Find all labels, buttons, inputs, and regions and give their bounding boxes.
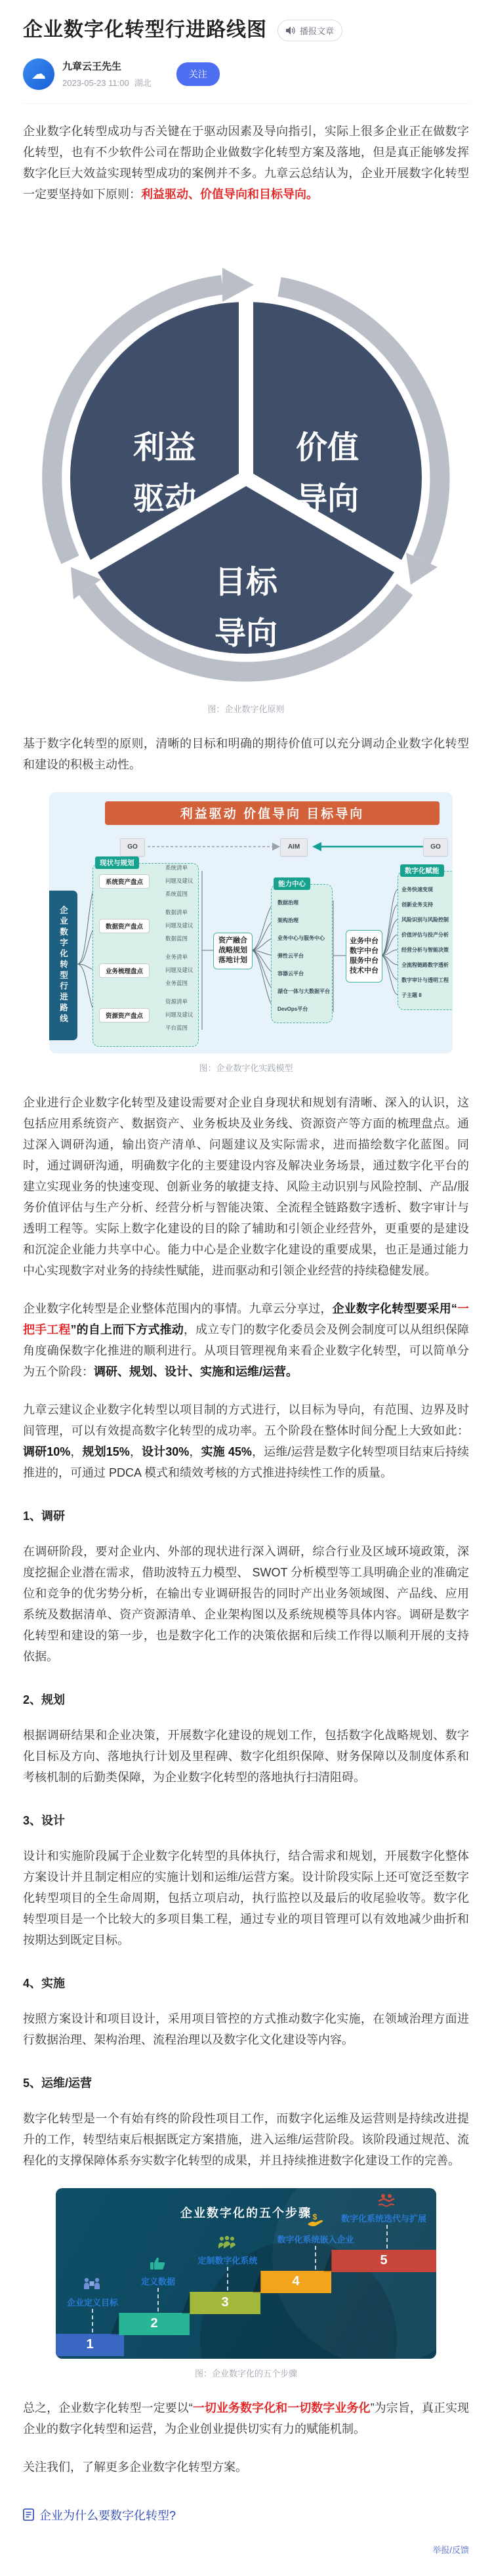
step-5: 5 bbox=[331, 2250, 436, 2272]
divider bbox=[23, 103, 469, 104]
section-body-planning: 根据调研结果和企业决策，开展数字化建设的规划工作，包括数字化战略规划、数字化目标及方向、落地执行计划及里程碑、数字化组织保障、财务保障以及制度体系和考核机制的后勤类保障，为企业数字化转型的落地执行扫清阻碍。 bbox=[23, 1728, 469, 1784]
hub-strategy: 资产融合 战略规划 落地计划 bbox=[213, 933, 253, 969]
section-heading-research: 1、调研 bbox=[23, 1509, 66, 1523]
leaf: 业务清单 bbox=[165, 953, 188, 960]
capability-item: 架构治理 bbox=[277, 917, 298, 923]
group-enablement-label: 数字化赋能 bbox=[400, 864, 444, 877]
sector-goal-line2: 导向 bbox=[214, 616, 278, 651]
section-body-design: 设计和实施阶段属于企业数字化转型的具体执行，结合需求和规划，开展数字化整体方案设计并且制定相应的实施计划和运维/运营方案。设计阶段实际上还可宽泛至数字化转型项目的全生命周期，包括立项启动，执行监控以及最后的收尾验收等。数字化转型项目是一个比较大的多项目集工程，通过专业的项目管理可以有效地减少曲折和按期达到既定目标。 bbox=[23, 1849, 469, 1947]
section-heading-planning: 2、规划 bbox=[23, 1693, 66, 1706]
figure-five-steps bbox=[56, 2188, 436, 2359]
top-leader-highlight: 一把手工程 bbox=[23, 1301, 470, 1336]
step-5-label: 数字化系统迭代与扩展 bbox=[340, 2213, 427, 2224]
section-heading-implementation: 4、实施 bbox=[23, 1976, 66, 1990]
leader-line bbox=[315, 2246, 316, 2270]
capability-item: 弹性云平台 bbox=[277, 952, 304, 959]
related-article-link[interactable] bbox=[23, 2506, 469, 2523]
section-body-operation: 数字化转型是一个有始有终的阶段性项目工作，而数字化运维及运营则是持续改进提升的工作，转型结束后根据既定方案措施，进入运维/运营阶段。该阶段通过规范、流程化的支撑保障体系夯实数字化转型的成果，并且持续推进数字化建设工作的完善。 bbox=[23, 2111, 469, 2167]
figure-digital-principles bbox=[36, 222, 456, 694]
author-row bbox=[23, 58, 469, 90]
team-icon bbox=[218, 2234, 236, 2250]
step-4-label: 数字化系统嵌入企业 bbox=[277, 2234, 354, 2245]
figure3-caption: 图：企业数字化的五个步骤 bbox=[194, 2368, 297, 2378]
publish-meta bbox=[62, 76, 157, 89]
leader-line bbox=[386, 2225, 388, 2249]
step-1-label: 企业定义目标 bbox=[66, 2297, 119, 2308]
figure3-title: 企业数字化的五个步骤 bbox=[180, 2206, 312, 2220]
paragraph-practice: 企业进行企业数字化转型及建设需要对企业自身现状和规划有清晰、深入的认识，这包括应用系统资产、数据资产、业务板块及业务线、资源资产等方面的梳理盘点。通过深入调研沟通，输出资产清单、问题建议及实际需求，进而描绘数字化蓝图。同时，通过调研沟通，明确数字化的主要建设内容及解决业务场景，通过数字化平台的建立实现业务的快速变现、创新业务的敏捷支持、风险主动识别与风险控制、产品/服务价值评估与生产分析、经营分析与智能决策、全流程全链路数字透析、数字审计与透明工程等。实际上数字化建设的目的除了辅助和引领企业经营外，更重要的是建设和沉淀企业能力共享中心。能力中心是企业数字化建设的重要成果，也正是通过能力中心实现数字对业务的持续性赋能，进而驱动和引领企业经营的持续稳健发展。 bbox=[23, 1095, 469, 1277]
principles-highlight: 利益驱动、价值导向和目标导向。 bbox=[141, 187, 318, 201]
leaf: 问题及建议 bbox=[165, 921, 194, 929]
hub-middle-platforms: 业务中台 数字中台 服务中台 技术中台 bbox=[346, 930, 382, 982]
node-resource-assets: 资源资产盘点 bbox=[99, 1008, 150, 1023]
leaf: 资源清单 bbox=[165, 998, 188, 1005]
leaf: 数据清单 bbox=[165, 908, 188, 916]
capability-item: DevOps平台 bbox=[277, 1005, 308, 1012]
go-left-node: GO bbox=[120, 838, 145, 856]
related-link-text: 企业为什么要数字化转型? bbox=[39, 2508, 176, 2522]
paragraph-follow-us: 关注我们，了解更多企业数字化转型方案。 bbox=[23, 2460, 247, 2474]
title-row bbox=[23, 17, 469, 44]
capability-item: 湖仓一体与大数据平台 bbox=[277, 988, 330, 994]
step-3-label: 定制数字化系统 bbox=[197, 2255, 258, 2266]
leaf: 系统蓝图 bbox=[165, 890, 188, 897]
leaf: 问题及建议 bbox=[165, 1011, 194, 1018]
capability-item: 数据治理 bbox=[277, 899, 298, 906]
section-body-implementation: 按照方案设计和项目设计，采用项目管控的方式推动数字化实施，在领域治理方面进行数据治理、架构治理、流程治理以及数字化文化建设等内容。 bbox=[23, 2012, 469, 2046]
sector-value-line1: 价值 bbox=[295, 430, 359, 465]
sector-value-line2: 导向 bbox=[295, 481, 359, 517]
enablement-item: 风险识别与风险控制 bbox=[401, 916, 449, 923]
section-heading-operation: 5、运维/运营 bbox=[23, 2076, 92, 2090]
publish-time: 2023-05-23 11:00 bbox=[62, 78, 129, 88]
enablement-item: 子主题 8 bbox=[401, 992, 422, 998]
aim-node: AIM bbox=[280, 838, 308, 856]
group-current-state-label: 现状与规划 bbox=[95, 856, 139, 869]
roadmap-sidebar: 企业数字化转型行进路线 bbox=[49, 891, 77, 1040]
figure-practice-model bbox=[49, 792, 453, 1053]
enablement-item: 经营分析与智能决策 bbox=[401, 946, 449, 953]
node-data-assets: 数据资产盘点 bbox=[99, 919, 150, 933]
node-business-assets: 业务梳理盘点 bbox=[99, 963, 150, 978]
step-2: 2 bbox=[119, 2313, 190, 2335]
step-4: 4 bbox=[260, 2271, 331, 2293]
thumbs-up-icon bbox=[148, 2255, 167, 2271]
paragraph-conclusion: 总之，企业数字化转型一定要以“一切业务数字化和一切数字业务化”为宗旨，真正实现企业的数字化转型和运营，为企业创业提供切实有力的赋能机制。 bbox=[23, 2401, 469, 2436]
swimmer-icon bbox=[377, 2192, 396, 2208]
hand-money-icon bbox=[306, 2213, 324, 2229]
leaf: 平台蓝图 bbox=[165, 1024, 188, 1031]
enablement-item: 业务快速变现 bbox=[401, 886, 433, 893]
sector-benefit-line1: 利益 bbox=[133, 430, 197, 465]
paragraph-top-down: 企业数字化转型是企业整体范围内的事情。九章云分享过，企业数字化转型要采用“一把手工程”的自上而下方式推动，成立专门的数字化委员会及例会制度可以从组织保障角度确保数字化推进的顺利进行。从项目管理视角来看企业数字化转型，可以简单分为五个阶段：调研、规划、设计、实施和运维/运营。 bbox=[23, 1301, 470, 1378]
leader-line bbox=[92, 2309, 93, 2333]
avatar[interactable]: ☁ bbox=[23, 58, 54, 90]
paragraph-principle-basis: 基于数字化转型的原则，清晰的目标和明确的期待价值可以充分调动企业数字化转型和建设的积极主动性。 bbox=[23, 736, 469, 771]
follow-button[interactable]: 关注 bbox=[176, 62, 220, 86]
paragraph-phases: 九章云建议企业数字化转型以项目制的方式进行，以目标为导向，有范围、边界及时间管理，可以有效提高数字化转型的成功率。五个阶段在整体时间分配上大致如此：调研10%，规划15%，设计30%，实施 45%，运维/运营是数字化转型项目结束后持续推进的，可通过 PDCA 模式和绩效考核的方式推进持续性工作的质量。 bbox=[23, 1403, 470, 1479]
author-name[interactable]: 九章云王先生 bbox=[62, 61, 122, 72]
enablement-item: 创新业务支持 bbox=[401, 901, 433, 908]
broadcast-button[interactable] bbox=[277, 20, 342, 41]
sector-benefit-line2: 驱动 bbox=[133, 481, 197, 517]
section-body-research: 在调研阶段，要对企业内、外部的现状进行深入调研，综合行业及区域环境政策，深度挖掘企业潜在需求，借助波特五力模型、 SWOT 分析模型等工具明确企业的准确定位和竞争的优劣势分析，在输出专业调研报告的同时产出业务领域图、产品线、应用系统及数据清单、资产资源清单、企业架构图以及系统规模等具体内容。调研是数字化转型和建设的第一步，也是数字化工作的决策依据和后续工作得以顺利开展的支持依据。 bbox=[23, 1544, 469, 1663]
leaf: 系统清单 bbox=[165, 864, 188, 871]
people-box-icon bbox=[83, 2276, 101, 2292]
figure2-banner: 利益驱动 价值导向 目标导向 bbox=[105, 801, 440, 825]
leaf: 业务蓝图 bbox=[165, 979, 188, 986]
go-right-node: GO bbox=[423, 838, 448, 856]
capability-item: 容器云平台 bbox=[277, 970, 304, 977]
enablement-item: 价值评估与投产分析 bbox=[401, 931, 449, 938]
enablement-item: 全流程链路数字透析 bbox=[401, 961, 449, 968]
leaf: 问题及建议 bbox=[165, 877, 194, 884]
page-title: 企业数字化转型行进路线图 bbox=[23, 19, 267, 41]
sector-goal-line1: 目标 bbox=[214, 564, 278, 600]
document-icon bbox=[23, 2508, 34, 2521]
speaker-icon bbox=[286, 26, 296, 35]
leaf: 数据蓝图 bbox=[165, 935, 188, 942]
capability-item: 业务中心与服务中心 bbox=[277, 935, 325, 941]
group-capability-label: 能力中心 bbox=[274, 877, 310, 890]
figure2-caption: 图：企业数字化实践模型 bbox=[199, 1063, 293, 1073]
broadcast-label: 播报文章 bbox=[300, 26, 335, 36]
step-3: 3 bbox=[190, 2292, 260, 2314]
leader-line bbox=[227, 2267, 228, 2291]
step-2-label: 定义数据 bbox=[140, 2276, 176, 2287]
leader-line bbox=[157, 2288, 159, 2312]
paragraph-intro: 企业数字化转型成功与否关键在于驱动因素及导向指引，实际上很多企业正在做数字化转型，也有不少软件公司在帮助企业做数字化转型方案及落地，但是真正能够发挥数字化巨大效益实现转型成功的案例并不多。九章云总结认为，企业开展数字化转型一定要坚持如下原则：利益驱动、价值导向和目标导向。 bbox=[23, 124, 469, 201]
motto-highlight: 一切业务数字化和一切数字业务化 bbox=[192, 2401, 371, 2415]
leaf: 问题及建议 bbox=[165, 966, 194, 973]
step-1: 1 bbox=[56, 2334, 124, 2356]
figure1-caption: 图：企业数字化原则 bbox=[207, 704, 285, 714]
enablement-item: 数字审计与透明工程 bbox=[401, 977, 449, 983]
section-heading-design: 3、设计 bbox=[23, 1813, 66, 1827]
report-feedback-link[interactable]: 举报/反馈 bbox=[432, 2544, 469, 2555]
svg-text:$: $ bbox=[312, 2212, 318, 2222]
node-system-assets: 系统资产盘点 bbox=[99, 874, 150, 889]
publish-location: 湖北 bbox=[134, 78, 152, 88]
